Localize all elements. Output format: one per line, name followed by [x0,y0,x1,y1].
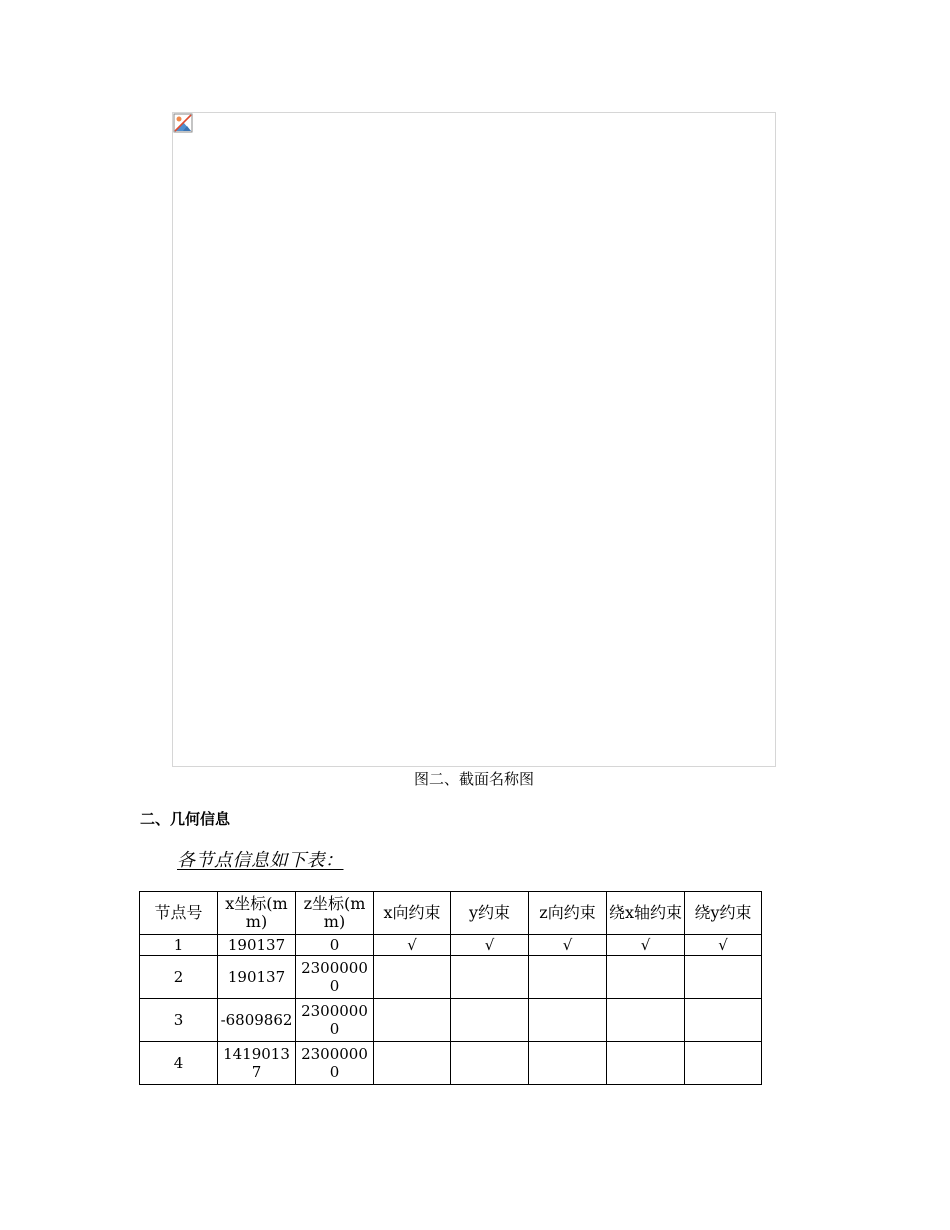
header-z-coord: z坐标(mm) [296,892,374,935]
header-x-coord: x坐标(mm) [218,892,296,935]
node-info-table [139,891,762,1085]
cell-y-constraint [451,1042,529,1085]
cell-z-constraint [529,956,607,999]
cell-z-coord: 23000000 [296,1042,374,1085]
cell-rx-constraint [607,999,685,1042]
table-row [140,935,762,956]
cell-ry-constraint [685,956,762,999]
cell-z-constraint [529,999,607,1042]
cell-rx-constraint: √ [607,935,685,956]
table-row [140,999,762,1042]
table-row [140,956,762,999]
cell-x-coord: -6809862 [218,999,296,1042]
header-z-constraint: z向约束 [529,892,607,935]
cell-y-constraint [451,956,529,999]
cell-z-constraint [529,1042,607,1085]
figure-caption: 图二、截面名称图 [413,770,534,788]
cell-y-constraint: √ [451,935,529,956]
cell-rx-constraint [607,956,685,999]
header-y-constraint: y约束 [451,892,529,935]
cell-x-coord: 190137 [218,956,296,999]
table-row [140,1042,762,1085]
cell-node-id: 3 [140,999,218,1042]
cell-x-constraint [374,956,451,999]
cell-x-constraint [374,999,451,1042]
cell-x-coord: 14190137 [218,1042,296,1085]
cell-x-coord: 190137 [218,935,296,956]
cell-z-constraint: √ [529,935,607,956]
header-rx-constraint: 绕x轴约束 [607,892,685,935]
cell-ry-constraint: √ [685,935,762,956]
cell-x-constraint [374,1042,451,1085]
header-node-id: 节点号 [140,892,218,935]
cell-node-id: 2 [140,956,218,999]
table-header-row [140,892,762,935]
cell-ry-constraint [685,1042,762,1085]
section-heading: 二、几何信息 [140,810,231,828]
cell-y-constraint [451,999,529,1042]
header-x-constraint: x向约束 [374,892,451,935]
cell-z-coord: 23000000 [296,956,374,999]
broken-image-icon [173,113,193,133]
figure-frame [172,112,776,767]
table-intro: 各节点信息如下表： [177,850,344,871]
cell-x-constraint: √ [374,935,451,956]
cell-node-id: 1 [140,935,218,956]
header-ry-constraint: 绕y约束 [685,892,762,935]
cell-node-id: 4 [140,1042,218,1085]
cell-z-coord: 23000000 [296,999,374,1042]
cell-z-coord: 0 [296,935,374,956]
cell-rx-constraint [607,1042,685,1085]
cell-ry-constraint [685,999,762,1042]
